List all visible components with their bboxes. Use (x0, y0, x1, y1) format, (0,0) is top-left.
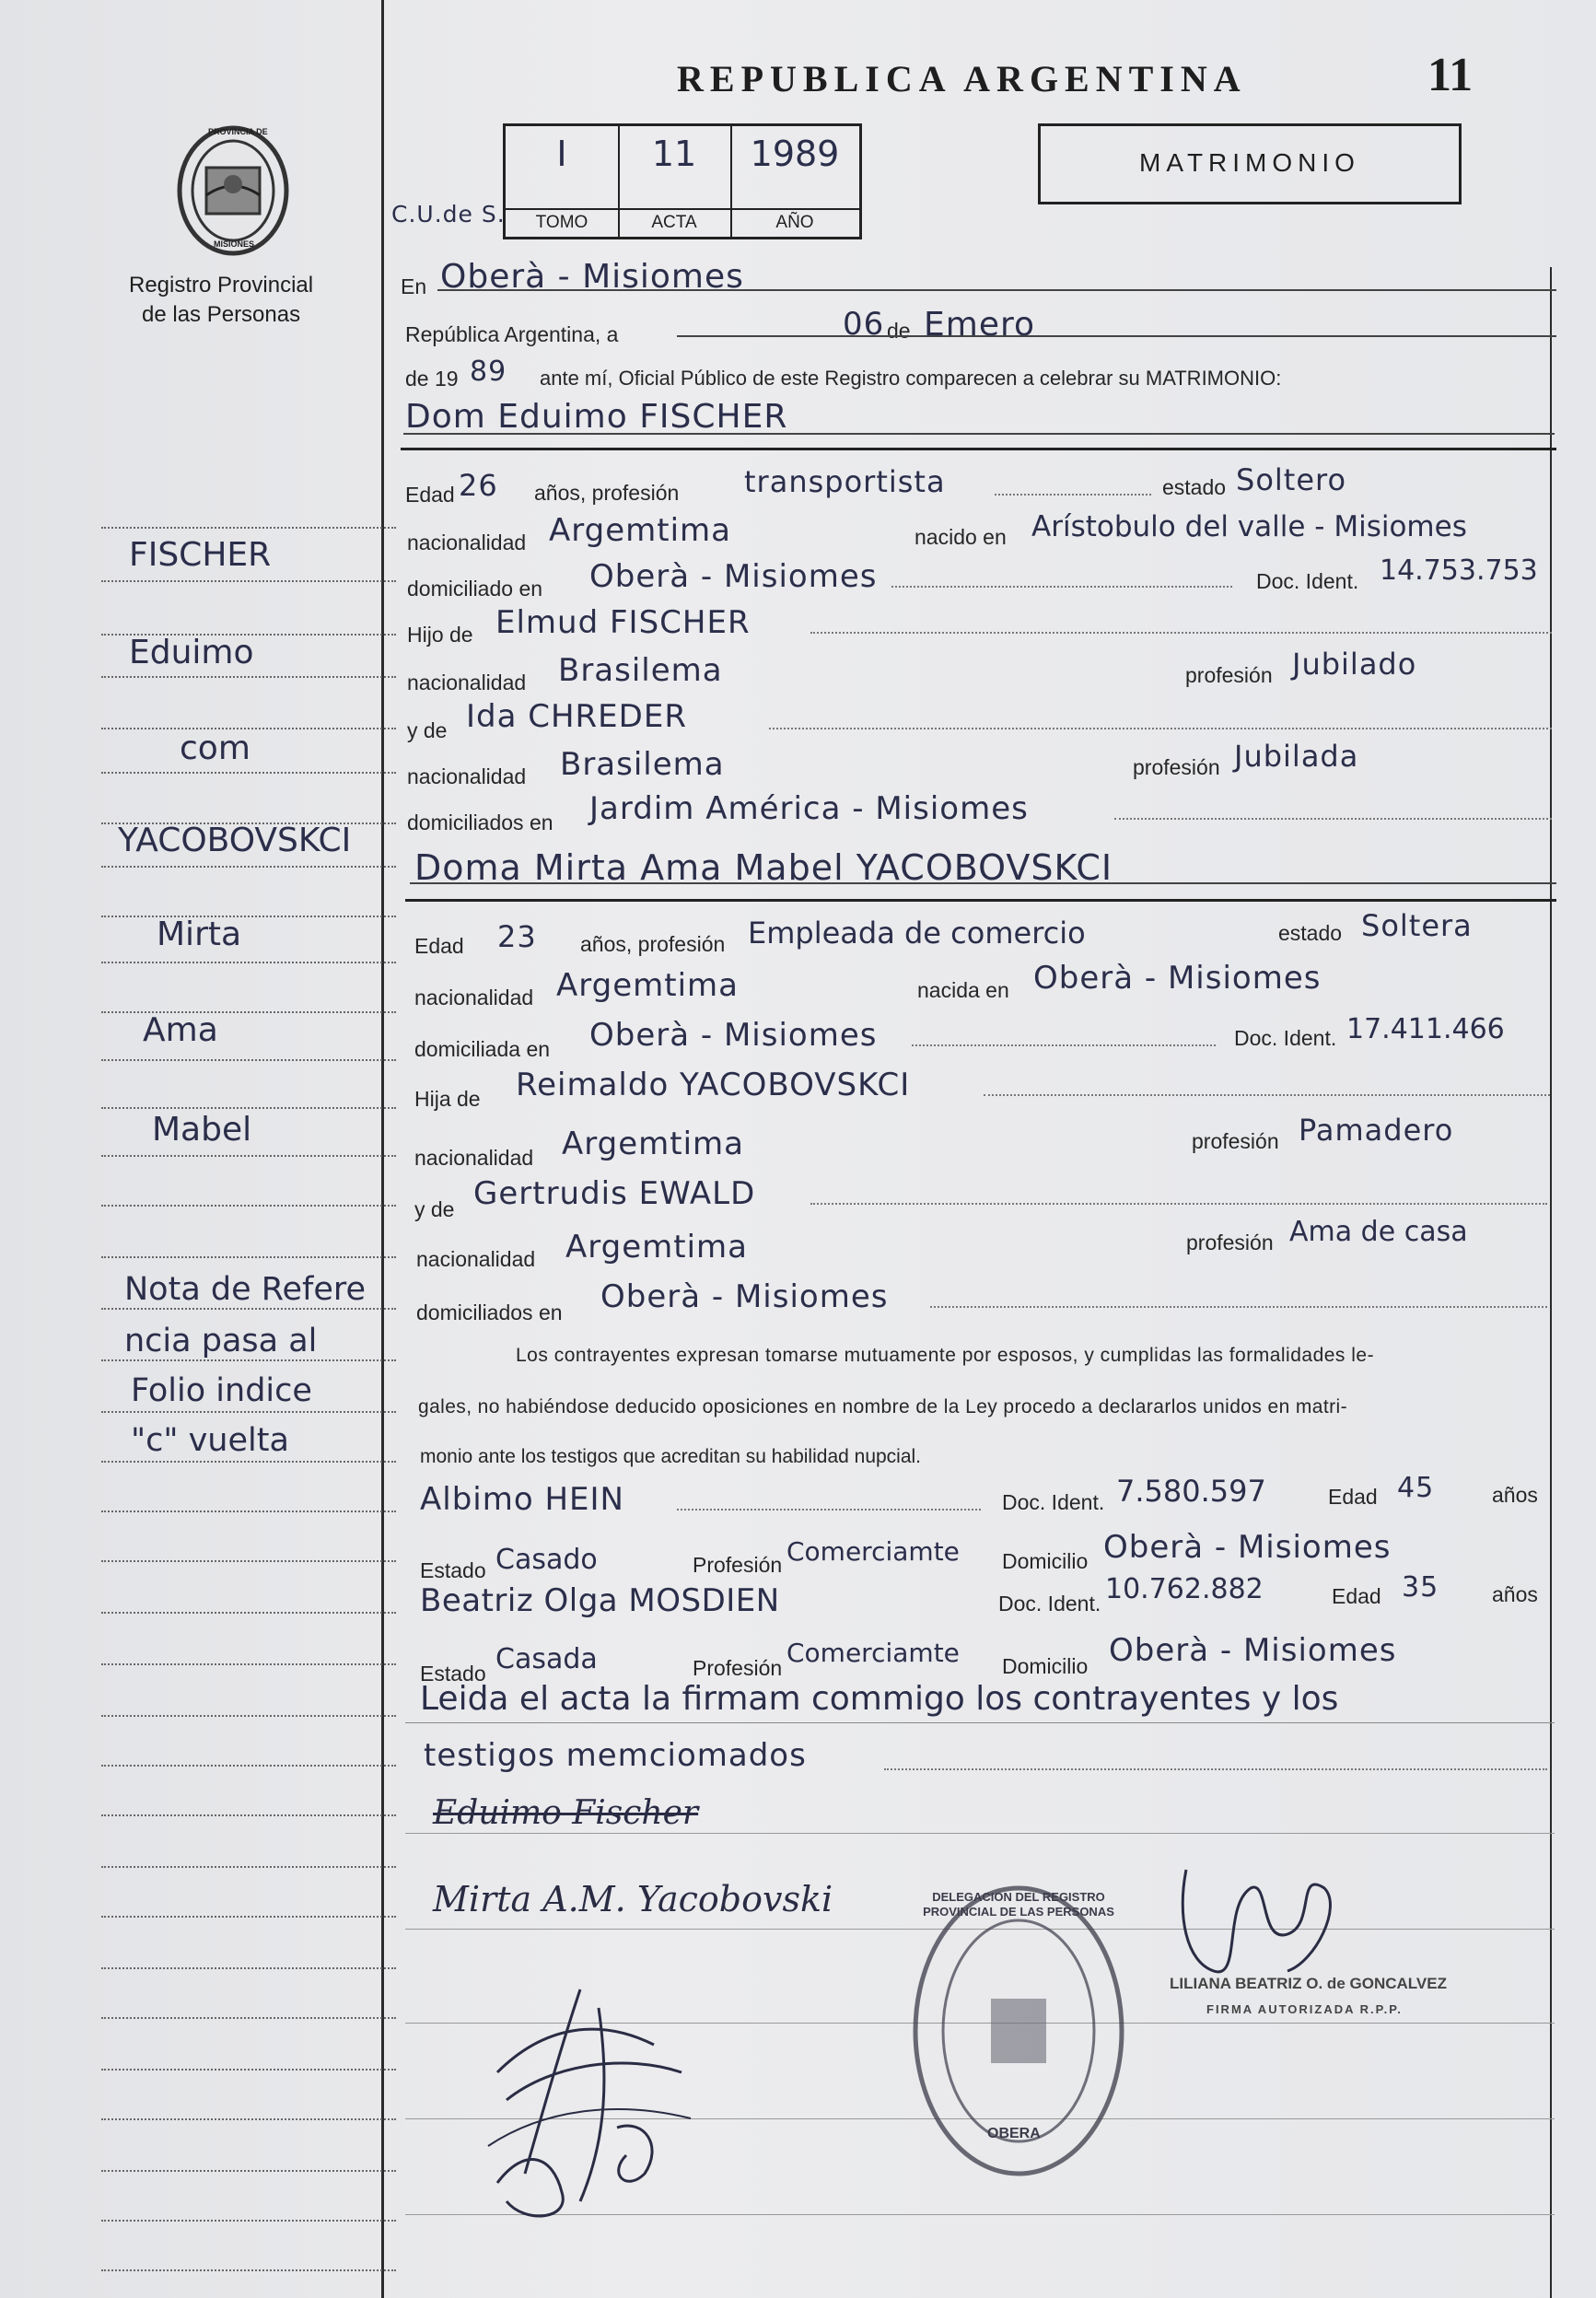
groom-hijo-label: Hijo de (407, 623, 473, 647)
margin-note-ref-1: Nota de Refere (124, 1271, 367, 1308)
statement: ante mí, Oficial Público de este Registro comparecen a celebrar su MATRIMONIO: (540, 367, 1282, 390)
rule (405, 1833, 1555, 1834)
bride-profesion: Empleada de comercio (748, 916, 1086, 951)
registry-line2: de las Personas (142, 302, 301, 327)
rule-thick (401, 448, 1556, 450)
bride-madre-nac: Argemtima (565, 1229, 748, 1266)
bride-padre-prof: Pamadero (1299, 1113, 1454, 1148)
witness2-domicilio: Oberà - Misiomes (1109, 1632, 1397, 1669)
groom-yde-label: y de (407, 718, 448, 742)
bride-madre: Gertrudis EWALD (473, 1175, 756, 1212)
groom-doc: 14.753.753 (1380, 554, 1538, 587)
margin-rule (101, 2220, 396, 2222)
groom-padre: Elmud FISCHER (495, 604, 751, 641)
signature-groom-text: Eduimo Fischer (433, 1794, 699, 1832)
groom-dom-label: domiciliado en (407, 577, 543, 601)
bride-dom-label: domiciliada en (414, 1037, 551, 1061)
bride-anos-label: años, profesión (580, 932, 726, 956)
witness1-edad: 45 (1397, 1472, 1435, 1504)
bride-nacida-label: nacida en (917, 978, 1009, 1002)
margin-rule (101, 1256, 396, 1258)
groom-doc-label: Doc. Ident. (1256, 569, 1359, 593)
de-label: de (887, 319, 911, 343)
ano-cell (730, 126, 859, 237)
witness1-doc-label: Doc. Ident. (1002, 1490, 1105, 1514)
margin-note-surname-2: YACOBOVSKCI (118, 822, 352, 859)
groom-profesion: transportista (744, 464, 946, 499)
official-title: FIRMA AUTORIZADA R.P.P. (1206, 2002, 1403, 2016)
margin-rule (101, 2017, 396, 2019)
leader (984, 1094, 1550, 1096)
margin-rule (101, 916, 396, 917)
witness2-profesion: Comerciamte (786, 1638, 960, 1668)
margin-rule-left (381, 0, 384, 2298)
margin-rule (101, 1205, 396, 1207)
rule (437, 289, 1556, 291)
margin-rule (101, 1916, 396, 1918)
act-prefix: C.U.de S. (391, 201, 506, 227)
witness2-estado: Casada (495, 1643, 598, 1675)
rule (677, 335, 1556, 337)
bride-madre-prof-label: profesión (1186, 1231, 1274, 1254)
registry-line1: Registro Provincial (129, 273, 314, 297)
closing-line2: testigos memciomados (424, 1737, 807, 1774)
groom-madre-nac: Brasilema (560, 746, 725, 783)
leader (912, 1044, 1216, 1046)
witness2-doc-label: Doc. Ident. (998, 1592, 1101, 1616)
margin-rule (101, 1155, 396, 1157)
groom-padre-nac: Brasilema (558, 652, 723, 689)
margin-rule (101, 676, 396, 678)
bride-edad: 23 (497, 919, 537, 954)
country-title: REPUBLICA ARGENTINA (677, 58, 1247, 99)
margin-rule (101, 1866, 396, 1868)
groom-nacionalidad: Argemtima (549, 512, 731, 549)
groom-edad: 26 (459, 468, 498, 503)
bride-domicilio: Oberà - Misiomes (589, 1017, 878, 1054)
bride-hija-label: Hija de (414, 1087, 481, 1111)
witness1-doc: 7.580.597 (1116, 1474, 1266, 1509)
bride-padre-nac: Argemtima (562, 1126, 744, 1162)
witness2-prof-label: Profesión (693, 1656, 783, 1680)
official-signature (1168, 1833, 1352, 1989)
groom-domicilio: Oberà - Misiomes (589, 558, 878, 595)
ano-label: AÑO (730, 208, 859, 233)
leader (1114, 818, 1552, 820)
witness2-estado-label: Estado (420, 1662, 486, 1686)
margin-rule (101, 1511, 396, 1512)
groom-padre-nac-label: nacionalidad (407, 671, 527, 694)
witness1-prof-label: Profesión (693, 1553, 783, 1577)
margin-rule (101, 1411, 396, 1413)
witness2-edad: 35 (1402, 1571, 1439, 1604)
witness1-anos: años (1492, 1483, 1538, 1507)
rule (403, 433, 1555, 435)
margin-note-ref-2: ncia pasa al (124, 1323, 318, 1359)
bride-nacida-en: Oberà - Misiomes (1033, 960, 1322, 997)
witness2-anos: años (1492, 1582, 1538, 1606)
groom-nacido-label: nacido en (914, 525, 1007, 549)
margin-note-name-2: Mirta (157, 916, 242, 953)
groom-estado: Soltero (1236, 462, 1347, 497)
groom-name: Dom Eduimo FISCHER (405, 398, 788, 436)
groom-madre-prof: Jubilada (1234, 739, 1359, 774)
seal-top-text: PROVINCIA DE (208, 127, 268, 136)
acta-cell (618, 126, 732, 237)
groom-anos-label: años, profesión (534, 481, 680, 505)
declaration-line2: gales, no habiéndose deducido oposiciones en nombre de la Ley procedo a declararlos unidos en matri- (418, 1396, 1347, 1417)
leader (810, 632, 1552, 634)
margin-rule (101, 1461, 396, 1463)
declaration-line1: Los contrayentes expresan tomarse mutuamente por esposos, y cumplidas las formalidades le- (516, 1345, 1375, 1366)
margin-rule (101, 2170, 396, 2172)
margin-note-name-4: Mabel (152, 1111, 252, 1149)
rule (410, 882, 1556, 884)
page-number: 11 (1427, 49, 1474, 101)
bride-padres-dom: Oberà - Misiomes (600, 1278, 889, 1315)
provincial-seal (173, 122, 293, 260)
margin-rule (101, 2118, 396, 2120)
place: Oberà - Misiomes (440, 258, 744, 296)
margin-rule (101, 1765, 396, 1767)
margin-note-ref-3: Folio indice (131, 1372, 312, 1409)
margin-rule (101, 527, 396, 529)
bride-yde-label: y de (414, 1197, 455, 1221)
margin-rule (101, 1715, 396, 1717)
leader (891, 586, 1232, 588)
groom-madre-nac-label: nacionalidad (407, 764, 527, 788)
witness-signatures-scribble (470, 1962, 709, 2229)
bride-padre-nac-label: nacionalidad (414, 1146, 534, 1170)
margin-rule (101, 866, 396, 868)
year-suffix: 89 (470, 356, 507, 388)
witness1-estado: Casado (495, 1544, 598, 1576)
bride-estado: Soltera (1361, 908, 1473, 943)
bride-name: Doma Mirta Ama Mabel YACOBOVSKCI (414, 847, 1113, 888)
stamp-text: DELEGACION DEL REGISTRO PROVINCIAL DE LAS PERSONAS (923, 1890, 1114, 1919)
leader (810, 1203, 1547, 1205)
year-prefix: de 19 (405, 367, 459, 391)
margin-note-surname-1: FISCHER (129, 536, 272, 574)
witness1-profesion: Comerciamte (786, 1536, 960, 1567)
margin-rule (101, 1814, 396, 1816)
act-box (503, 123, 862, 239)
act-type-box (1038, 123, 1462, 204)
margin-note-ref-4: "c" vuelta (131, 1422, 289, 1459)
groom-nac-label: nacionalidad (407, 531, 527, 554)
groom-estado-label: estado (1162, 475, 1227, 499)
margin-rule (101, 1612, 396, 1614)
en-label: En (401, 274, 427, 298)
margin-note-name-1: Eduimo (129, 634, 254, 671)
witness1-name: Albimo HEIN (420, 1481, 624, 1518)
leader (769, 728, 1552, 729)
leader (884, 1768, 1547, 1770)
groom-padre-prof-label: profesión (1185, 663, 1273, 687)
groom-madre-prof-label: profesión (1133, 755, 1220, 779)
bride-padre: Reimaldo YACOBOVSKCI (516, 1067, 911, 1103)
closing-line1: Leida el acta la firmam commigo los contrayentes y los (420, 1680, 1339, 1718)
month: Emero (924, 306, 1035, 344)
bride-doc: 17.411.466 (1346, 1013, 1505, 1045)
seal-bottom-text: MISIONES (214, 239, 255, 249)
margin-rule (101, 772, 396, 774)
margin-rule (101, 580, 396, 582)
tomo-value: I (556, 134, 567, 174)
margin-note-name-3: Ama (143, 1011, 218, 1049)
margin-rule (101, 1107, 396, 1109)
republica-label: República Argentina, a (405, 322, 619, 346)
acta-value: 11 (651, 134, 697, 174)
bride-doc-label: Doc. Ident. (1234, 1026, 1337, 1050)
margin-note-com: com (180, 729, 250, 767)
bride-padre-prof-label: profesión (1192, 1129, 1279, 1153)
bride-nac-label: nacionalidad (414, 986, 534, 1009)
bride-padres-dom-label: domiciliados en (416, 1301, 563, 1324)
witness1-edad-label: Edad (1328, 1485, 1378, 1509)
bride-estado-label: estado (1278, 921, 1343, 945)
tomo-cell (506, 126, 620, 237)
witness1-estado-label: Estado (420, 1558, 486, 1582)
witness1-domicilio: Oberà - Misiomes (1103, 1529, 1392, 1566)
acta-label: ACTA (618, 208, 730, 233)
rule (405, 1722, 1555, 1723)
groom-padre-prof: Jubilado (1292, 647, 1417, 682)
groom-padres-dom: Jardim América - Misiomes (589, 790, 1029, 827)
margin-rule (101, 1560, 396, 1562)
margin-rule (101, 1663, 396, 1665)
bride-madre-nac-label: nacionalidad (416, 1247, 536, 1271)
official-stamp (908, 1879, 1129, 2183)
ano-value: 1989 (750, 134, 840, 174)
declaration-line3: monio ante los testigos que acreditan su habilidad nupcial. (420, 1446, 922, 1467)
official-name: LILIANA BEATRIZ O. de GONCALVEZ (1170, 1975, 1447, 1992)
groom-nacido-en: Arístobulo del valle - Misiomes (1031, 510, 1467, 543)
margin-rule-right (1550, 267, 1552, 2298)
margin-rule (101, 2069, 396, 2071)
day: 06 (843, 306, 885, 343)
witness1-dom-label: Domicilio (1002, 1549, 1089, 1573)
margin-rule (101, 1059, 396, 1061)
groom-madre: Ida CHREDER (466, 698, 687, 735)
witness2-edad-label: Edad (1332, 1584, 1381, 1608)
stamp-city: OBERA (987, 2126, 1041, 2141)
leader (995, 494, 1151, 496)
margin-rule (101, 2269, 396, 2271)
rule-thick (405, 899, 1556, 902)
margin-rule (101, 1967, 396, 1969)
groom-edad-label: Edad (405, 483, 455, 507)
bride-madre-prof: Ama de casa (1289, 1216, 1468, 1248)
bride-edad-label: Edad (414, 934, 464, 958)
signature-groom (433, 1794, 698, 1832)
signature-bride-text: Mirta A.M. Yacobovski (433, 1879, 833, 1919)
witness2-name: Beatriz Olga MOSDIEN (420, 1582, 780, 1619)
margin-rule (101, 1359, 396, 1361)
witness2-dom-label: Domicilio (1002, 1654, 1089, 1678)
bride-nacionalidad: Argemtima (556, 967, 739, 1004)
signature-bride (433, 1879, 833, 1919)
leader (677, 1509, 981, 1511)
groom-padres-dom-label: domiciliados en (407, 811, 553, 834)
tomo-label: TOMO (506, 208, 618, 233)
margin-rule (101, 962, 396, 963)
leader (930, 1306, 1547, 1308)
act-type-label: MATRIMONIO (1139, 148, 1360, 177)
margin-rule (101, 1308, 396, 1310)
witness2-doc: 10.762.882 (1105, 1573, 1264, 1605)
